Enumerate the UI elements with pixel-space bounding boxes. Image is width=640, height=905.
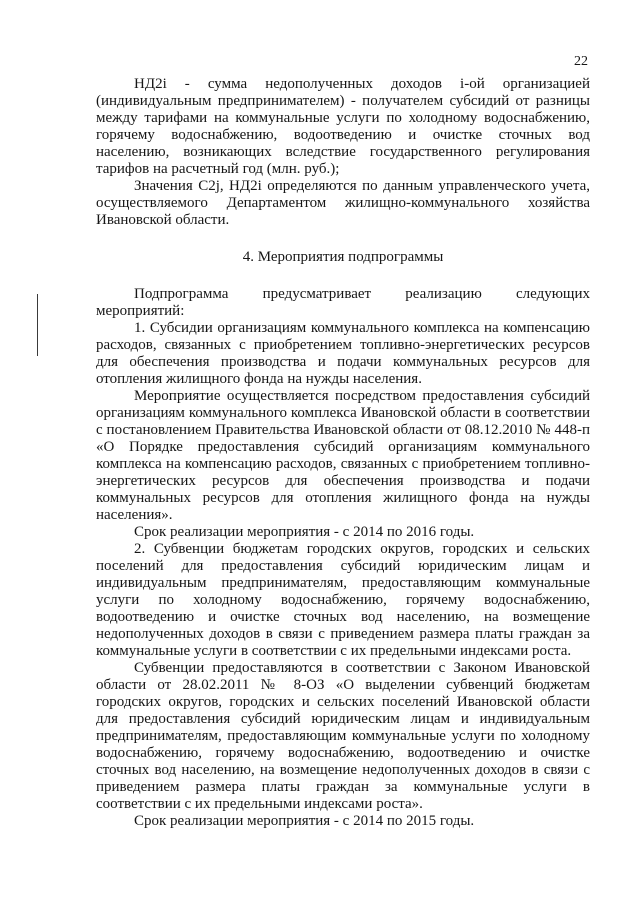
paragraph-measure-1-basis: Мероприятие осуществляется посредством предоставления субсидий организациям коммунального комплекса Ивановской области в соответствии с постановлением Правительства Ивановской области от 08.12.2010 № 448-п «О Порядке предоставления субсидий организациям коммунального комплекса на компенсацию расходов, связанных с приобретением топливно-энергетических ресурсов для обеспечения производства и подачи коммунальных ресурсов для отопления жилищного фонда на нужды населения».	[96, 388, 590, 523]
paragraph-measure-2: 2. Субвенции бюджетам городских округов, городских и сельских поселений для предоставления субсидий юридическим лицам и индивидуальным предпринимателям, предоставляющим коммунальные услуги по холодному водоснабжению, горячему водоснабжению, водоотведению и очистке сточных вод населению, на возмещение недополученных доходов в связи с приведением размера платы граждан за коммунальные услуги в соответствии с их предельными индексами роста.	[96, 541, 590, 659]
paragraph-nd2i-definition: НД2i - сумма недополученных доходов i-ой организацией (индивидуальным предпринимателем) - получателем субсидий от разницы между тарифами на коммунальные услуги по холодному водоснабжению, горячему водоснабжению, водоотведению и очистке сточных вод населению, возникающих вследствие государственного регулирования тарифов на расчетный год (млн. руб.);	[96, 76, 590, 177]
paragraph-measure-1-term: Срок реализации мероприятия - с 2014 по 2016 годы.	[134, 524, 475, 540]
margin-scan-mark	[37, 294, 38, 356]
paragraph-intro: Подпрограмма предусматривает реализацию следующих мероприятий:	[96, 286, 590, 319]
section-heading: 4. Мероприятия подпрограммы	[242, 249, 444, 265]
paragraph-measure-2-term: Срок реализации мероприятия - с 2014 по 2015 годы.	[134, 813, 475, 829]
page-number: 22	[574, 54, 588, 69]
paragraph-measure-2-basis: Субвенции предоставляются в соответствии с Законом Ивановской области от 28.02.2011 № 8-ОЗ «О выделении субвенций бюджетам городских округов, городских и сельских поселений Ивановской области для предоставления субсидий юридическим лицам и индивидуальным предпринимателям, предоставляющим коммунальные услуги по холодному водоснабжению, горячему водоснабжению, водоотведению и очистке сточных вод населению, на возмещение недополученных доходов в связи с приведением размера платы граждан за коммунальные услуги в соответствии с их предельными индексами роста».	[96, 660, 590, 812]
document-body	[96, 76, 590, 830]
paragraph-values-source: Значения C2j, НД2i определяются по данным управленческого учета, осуществляемого Департаментом жилищно-коммунального хозяйства Ивановской области.	[96, 178, 590, 228]
paragraph-measure-1: 1. Субсидии организациям коммунального комплекса на компенсацию расходов, связанных с приобретением топливно-энергетических ресурсов для обеспечения производства и подачи коммунальных ресурсов для отопления жилищного фонда на нужды населения.	[96, 320, 590, 387]
